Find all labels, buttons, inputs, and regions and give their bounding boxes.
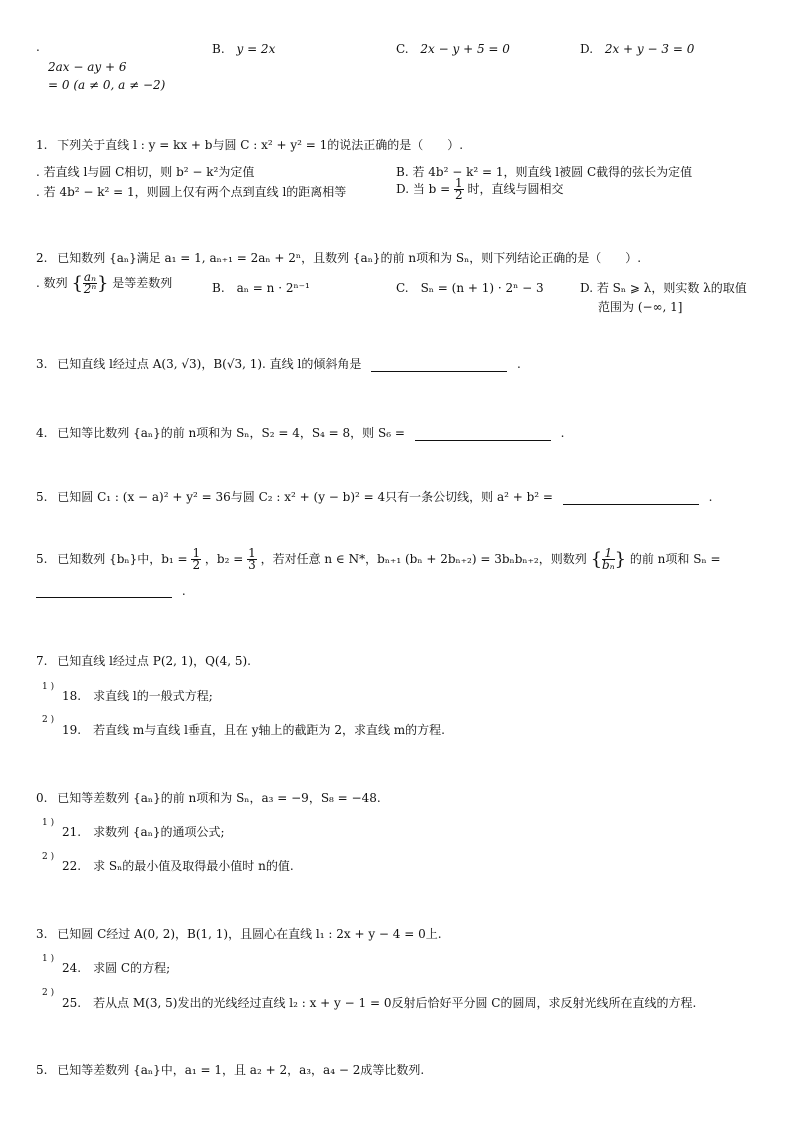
question-stem: 已知等比数列 {aₙ}的前 n项和为 Sₙ，S₂ = 4，S₄ = 8，则 S₆ = bbox=[57, 426, 405, 440]
question-number: 5. bbox=[36, 552, 48, 566]
question-stem: 已知等差数列 {aₙ}中，a₁ = 1，且 a₂ + 2，a₃，a₄ − 2成等比数列. bbox=[57, 1063, 425, 1077]
sub-question-marker: 1 ) bbox=[42, 682, 55, 692]
question-number: 0. bbox=[36, 791, 48, 805]
question-stem: 已知数列 {aₙ}满足 a₁ = 1, aₙ₊₁ = 2aₙ + 2ⁿ，且数列 {aₙ}的前 n项和为 Sₙ，则下列结论正确的是（ ）. bbox=[57, 251, 642, 265]
option-b-text: y = 2x bbox=[236, 42, 276, 56]
question-number: 7. bbox=[36, 654, 48, 668]
sub-question: 25. 若从点 M(3, 5)发出的光线经过直线 l₂ : x + y − 1 = 0反射后恰好平分圆 C的圆周，求反射光线所在直线的方程. bbox=[62, 996, 697, 1010]
question-number: 1. bbox=[36, 138, 48, 152]
q2-option-a-pre: . 数列 bbox=[36, 276, 68, 290]
option-a-line1: 2ax − ay + 6 bbox=[48, 60, 127, 74]
q2-option-a: . 数列 { $\frac{\text{aₙ}}{\text{2ⁿ}}$ } 是等差数列 bbox=[36, 270, 173, 296]
sub-question-marker: 1 ) bbox=[42, 818, 55, 828]
answer-blank[interactable] bbox=[415, 428, 551, 441]
question-number: 2. bbox=[36, 251, 48, 265]
option-c-label: C. bbox=[396, 42, 409, 56]
answer-blank[interactable] bbox=[563, 492, 699, 505]
question-6-answer: . bbox=[36, 584, 186, 598]
question-5: 5. 已知圆 C₁ : (x − a)² + y² = 36与圆 C₂ : x² + (y − b)² = 4只有一条公切线，则 a² + b² = . bbox=[36, 490, 713, 504]
question-number: 5. bbox=[36, 1063, 48, 1077]
question-7 bbox=[36, 652, 251, 669]
answer-blank[interactable] bbox=[371, 359, 507, 372]
question-stem: 已知直线 l经过点 A(3, √3)，B(√3, 1). 直线 l的倾斜角是 bbox=[57, 357, 362, 371]
question-stem: 已知直线 l经过点 P(2, 1)，Q(4, 5). bbox=[57, 654, 251, 668]
option-d-label: D. bbox=[580, 42, 594, 56]
sub-question-marker: 1 ) bbox=[42, 954, 55, 964]
q1-option-d-pre: D. 当 b = bbox=[396, 182, 451, 196]
sub-question: 24. 求圆 C的方程; bbox=[62, 961, 171, 975]
option-b-label: B. bbox=[212, 42, 225, 56]
q2-option-d-line1: D. 若 Sₙ ⩾ λ，则实数 λ的取值 bbox=[580, 281, 747, 295]
sub-question: 18. 求直线 l的一般式方程; bbox=[62, 689, 213, 703]
fraction: $\frac{\text{aₙ}}{\text{2ⁿ}}$ bbox=[83, 270, 97, 296]
sub-question-marker: 2 ) bbox=[42, 715, 55, 725]
option-c-text: 2x − y + 5 = 0 bbox=[420, 42, 510, 56]
question-number: 4. bbox=[36, 426, 48, 440]
fraction: $\frac{1}{\text{bₙ}}$ bbox=[602, 546, 615, 572]
sub-question-marker: 2 ) bbox=[42, 852, 55, 862]
q1-option-c: . 若 4b² − k² = 1，则圆上仅有两个点到直线 l的距离相等 bbox=[36, 185, 347, 199]
fraction: $\frac{1}{2}$ bbox=[192, 546, 201, 572]
answer-blank[interactable] bbox=[36, 585, 172, 598]
question-8 bbox=[36, 789, 381, 806]
q1-option-a: . 若直线 l与圆 C相切，则 b² − k²为定值 bbox=[36, 165, 255, 179]
sub-question: 22. 求 Sₙ的最小值及取得最小值时 n的值. bbox=[62, 859, 294, 873]
option-a-line2: = 0 (a ≠ 0, a ≠ −2) bbox=[48, 78, 166, 92]
option-a-dot: . bbox=[36, 40, 40, 54]
sub-question: 21. 求数列 {aₙ}的通项公式; bbox=[62, 825, 225, 839]
question-stem-pre: 已知数列 {bₙ}中，b₁ = bbox=[57, 552, 188, 566]
question-number: 3. bbox=[36, 357, 48, 371]
fraction: $\frac{1}{3}$ bbox=[248, 546, 256, 572]
question-number: 3. bbox=[36, 927, 48, 941]
question-stem: 下列关于直线 l : y = kx + b与圆 C : x² + y² = 1的说法正确的是（ ）. bbox=[57, 138, 464, 152]
fraction: $\frac{1}{2}$ bbox=[455, 176, 463, 202]
question-stem: 已知圆 C₁ : (x − a)² + y² = 36与圆 C₂ : x² + (y − b)² = 4只有一条公切线，则 a² + b² = bbox=[57, 490, 553, 504]
question-3: 3. 已知直线 l经过点 A(3, √3)，B(√3, 1). 直线 l的倾斜角是 . bbox=[36, 357, 521, 371]
q1-option-d bbox=[396, 178, 564, 201]
sub-question-marker: 2 ) bbox=[42, 988, 55, 998]
q2-option-d-line2: 范围为 (−∞, 1] bbox=[598, 300, 683, 314]
q2-option-c: C. Sₙ = (n + 1) · 2ⁿ − 3 bbox=[396, 281, 544, 295]
q1-option-d-post: 时，直线与圆相交 bbox=[467, 182, 564, 196]
sub-question: 19. 若直线 m与直线 l垂直，且在 y轴上的截距为 2，求直线 m的方程. bbox=[62, 723, 445, 737]
question-stem: 已知等差数列 {aₙ}的前 n项和为 Sₙ，a₃ = −9，S₈ = −48. bbox=[57, 791, 381, 805]
question-9 bbox=[36, 925, 442, 942]
option-c bbox=[396, 42, 510, 56]
option-d bbox=[580, 42, 694, 56]
question-number: 5. bbox=[36, 490, 48, 504]
question-6: 5. 已知数列 {bₙ}中，b₁ = $\frac{1}{2}$ ，b₂ = $\frac{1}{3}$ ，若对任意 n ∈ N*，bₙ₊₁ (bₙ + 2bₙ₊₂) = 3bₙbₙ₊₂，则数列 { $\frac{1}{\text{bₙ}}$ } 的前 n项和 Sₙ = bbox=[36, 546, 721, 572]
question-10 bbox=[36, 1061, 424, 1078]
q2-option-a-post: 是等差数列 bbox=[112, 276, 173, 290]
q2-option-b: B. aₙ = n · 2ⁿ⁻¹ bbox=[212, 281, 310, 295]
question-2 bbox=[36, 249, 641, 266]
q1-option-b: B. 若 4b² − k² = 1，则直线 l被圆 C截得的弦长为定值 bbox=[396, 165, 693, 179]
option-b bbox=[212, 42, 275, 56]
question-stem: 已知圆 C经过 A(0, 2)，B(1, 1)，且圆心在直线 l₁ : 2x + y − 4 = 0上. bbox=[57, 927, 442, 941]
question-1 bbox=[36, 136, 463, 153]
option-d-text: 2x + y − 3 = 0 bbox=[604, 42, 695, 56]
question-4: 4. 已知等比数列 {aₙ}的前 n项和为 Sₙ，S₂ = 4，S₄ = 8，则 S₆ = . bbox=[36, 426, 565, 440]
